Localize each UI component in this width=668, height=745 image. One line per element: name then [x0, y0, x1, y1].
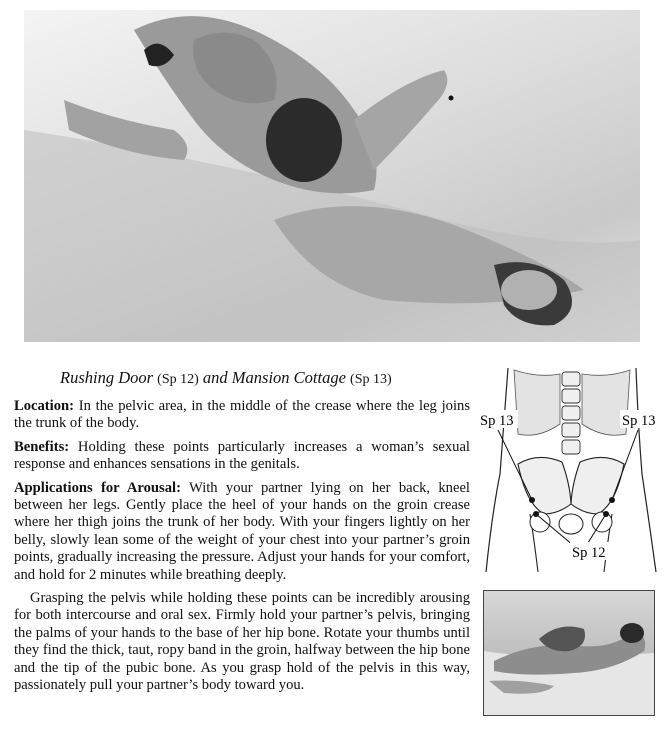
sp12-right-point: [603, 511, 609, 517]
applications-paragraph: [14, 480, 470, 584]
benefits-label: Benefits:: [14, 438, 70, 455]
pelvis-diagram: [478, 364, 664, 572]
section-title: [60, 368, 392, 388]
sp13-right-point: [609, 497, 615, 503]
pelvis-illustration: [478, 364, 664, 572]
applications-text: With your partner lying on her back, kneel between her legs. Gently place the heel of your hands on the groin crease where her thigh joins the trunk of her body. With your fingers lightly on her belly, slowly lean some of the weight of your chest into your partner’s groin points, gradually increasing the pressure. Adjust your hands for your comfort, and hold for 2 minutes while breathing deeply.: [14, 479, 470, 583]
label-sp12: Sp 12: [572, 545, 606, 561]
point-ref-sp13: (Sp 13): [350, 372, 392, 387]
sp12-left-point: [533, 511, 539, 517]
applications-label: Applications for Arousal:: [14, 479, 181, 496]
label-sp13-left: Sp 13: [480, 413, 514, 429]
bottom-photo: [483, 590, 655, 716]
point-name-rushing-door: Rushing Door: [60, 368, 154, 387]
sp13-left-point: [529, 497, 535, 503]
location-label: Location:: [14, 398, 74, 414]
couple-photo-small-illustration: [484, 591, 654, 715]
benefits-text: Holding these points particularly increases a woman’s sexual response and enhances sensations in the genitals.: [14, 438, 470, 473]
location-paragraph: [14, 398, 470, 433]
location-text: In the pelvic area, in the middle of the crease where the leg joins the trunk of the body.: [14, 398, 470, 432]
point-ref-sp12: (Sp 12): [157, 372, 199, 387]
benefits-paragraph: [14, 439, 470, 474]
top-photo: [24, 10, 640, 342]
body-text: [14, 398, 470, 701]
point-name-mansion-cottage: and Mansion Cottage: [202, 368, 346, 387]
label-sp13-right: Sp 13: [622, 413, 656, 429]
couple-photo-illustration: [24, 10, 640, 342]
continuation-paragraph: Grasping the pelvis while holding these points can be incredibly arousing for both intercourse and oral sex. Firmly hold your partner’s pelvis, bringing the palms of your hands to the base of her hip bone. Rotate your thumbs until they find the thick, taut, ropy band in the groin, halfway between the hip bone and the tip of the pubic bone. As you grasp hold of the pelvis in this way, passionately pull your partner’s body toward you.: [14, 590, 470, 694]
